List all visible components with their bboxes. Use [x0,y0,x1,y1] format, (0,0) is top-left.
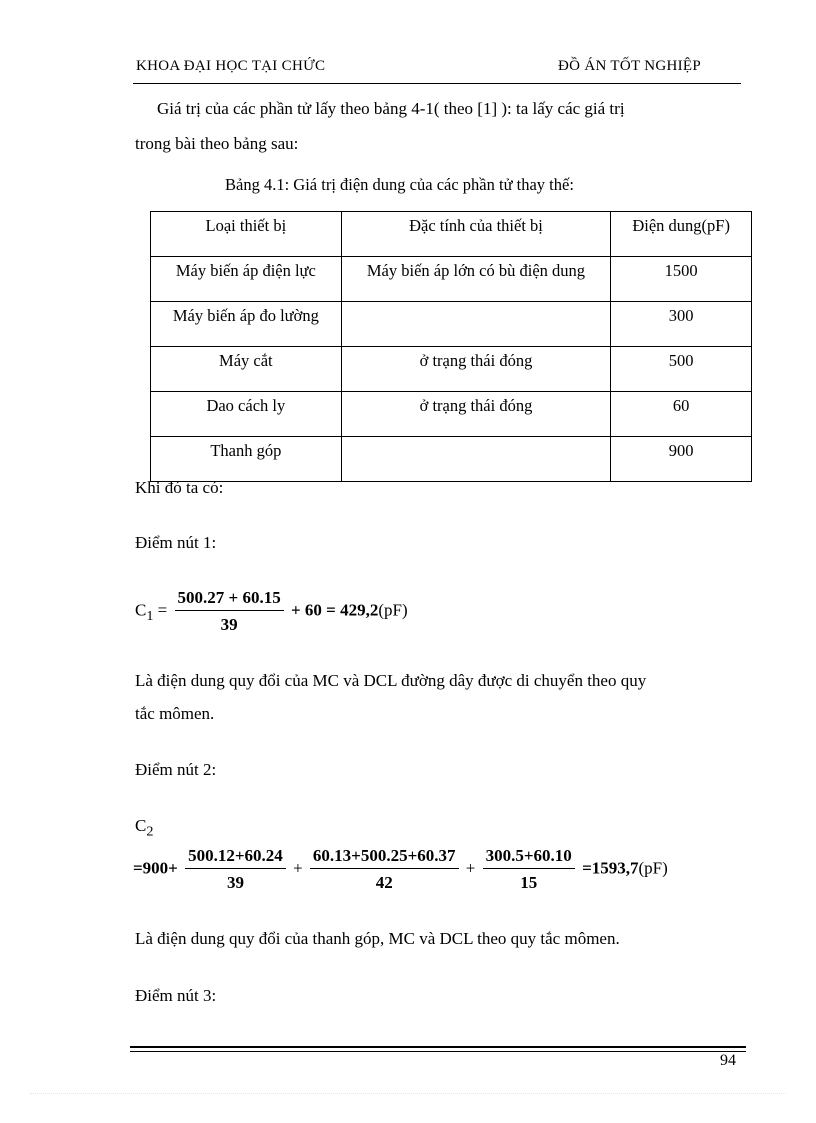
header-right: ĐỒ ÁN TỐT NGHIỆP [558,58,701,74]
eq1-numerator: 500.27 + 60.15 [175,588,284,611]
table-row [151,302,752,347]
table-cell: Máy cắt [151,347,342,392]
eq2-f2-denominator: 42 [375,873,393,892]
table-cell: ở trạng thái đóng [341,347,611,392]
table-cell: Máy biến áp đo lường [151,302,342,347]
eq1-eq: = [153,600,168,620]
eq2-unit: (pF) [638,858,668,878]
eq2-f3-denominator: 15 [520,873,538,892]
table-row [151,437,752,482]
table-header-row [151,212,752,257]
explain-1-line-1: Là điện dung quy đổi của MC và DCL đường dây được di chuyển theo quy [135,671,647,690]
footer-rule-thick [130,1046,746,1048]
table-cell: 500 [611,347,752,392]
eq2-plus-1: + [293,858,303,878]
table-header-cell: Đặc tính của thiết bị [341,212,611,257]
intro-line-1: Giá trị của các phần tử lấy theo bảng 4-1( theo [1] ): ta lấy các giá trị [157,99,625,118]
eq2-fraction-3 [483,846,575,893]
eq2-fraction-1 [185,846,286,893]
node-2-label: Điểm nút 2: [135,760,217,779]
eq2-f2-numerator: 60.13+500.25+60.37 [310,846,459,869]
eq1-lhs: C [135,600,147,620]
table-cell: 1500 [611,257,752,302]
table-row [151,392,752,437]
eq1-fraction [175,588,284,635]
eq1-unit: (pF) [378,600,408,620]
table-cell [341,437,611,482]
footer-rule-thin [130,1051,746,1052]
eq2-fraction-2 [310,846,459,893]
header-rule [133,83,741,84]
table-header-cell: Loại thiết bị [151,212,342,257]
table-cell: Thanh góp [151,437,342,482]
intro-line-2: trong bài theo bảng sau: [135,134,299,153]
eq2-f1-denominator: 39 [226,873,244,892]
table-cell: Máy biến áp điện lực [151,257,342,302]
table-row [151,347,752,392]
eq2-f3-numerator: 300.5+60.10 [483,846,575,869]
table-caption: Bảng 4.1: Giá trị điện dung của các phần tử thay thế: [225,175,574,194]
node-3-label: Điểm nút 3: [135,986,217,1005]
equation-c1 [135,588,408,635]
eq2-sub: 2 [146,823,154,840]
eq2-lhs: C [135,816,147,835]
eq2-lhs-line [135,816,153,840]
eq2-plus-2: + [465,858,476,878]
eq2-f1-numerator: 500.12+60.24 [185,846,286,869]
page-number: 94 [720,1052,736,1069]
text-khi-do: Khi đó ta có: [135,478,224,497]
table-cell: Dao cách ly [151,392,342,437]
explain-1-line-2: tắc mômen. [135,704,215,723]
eq1-tail: + 60 = 429,2 [290,600,379,620]
eq1-denominator: 39 [220,615,238,634]
equation-c2 [133,846,668,893]
table-cell: 900 [611,437,752,482]
table-row [151,257,752,302]
page-edge-dotted-line [30,1093,786,1094]
table-cell [341,302,611,347]
eq2-lead: =900+ [133,858,178,878]
node-1-label: Điểm nút 1: [135,533,217,552]
eq2-result: =1593,7 [582,858,639,878]
explain-2: Là điện dung quy đổi của thanh góp, MC và DCL theo quy tắc mômen. [135,929,620,948]
table-cell: Máy biến áp lớn có bù điện dung [341,257,611,302]
capacitance-table [150,211,752,482]
table-cell: ở trạng thái đóng [341,392,611,437]
table-cell: 300 [611,302,752,347]
header-left: KHOA ĐẠI HỌC TẠI CHỨC [136,58,326,74]
table-header-cell: Điện dung(pF) [611,212,752,257]
table-cell: 60 [611,392,752,437]
eq1-sub: 1 [146,607,154,624]
